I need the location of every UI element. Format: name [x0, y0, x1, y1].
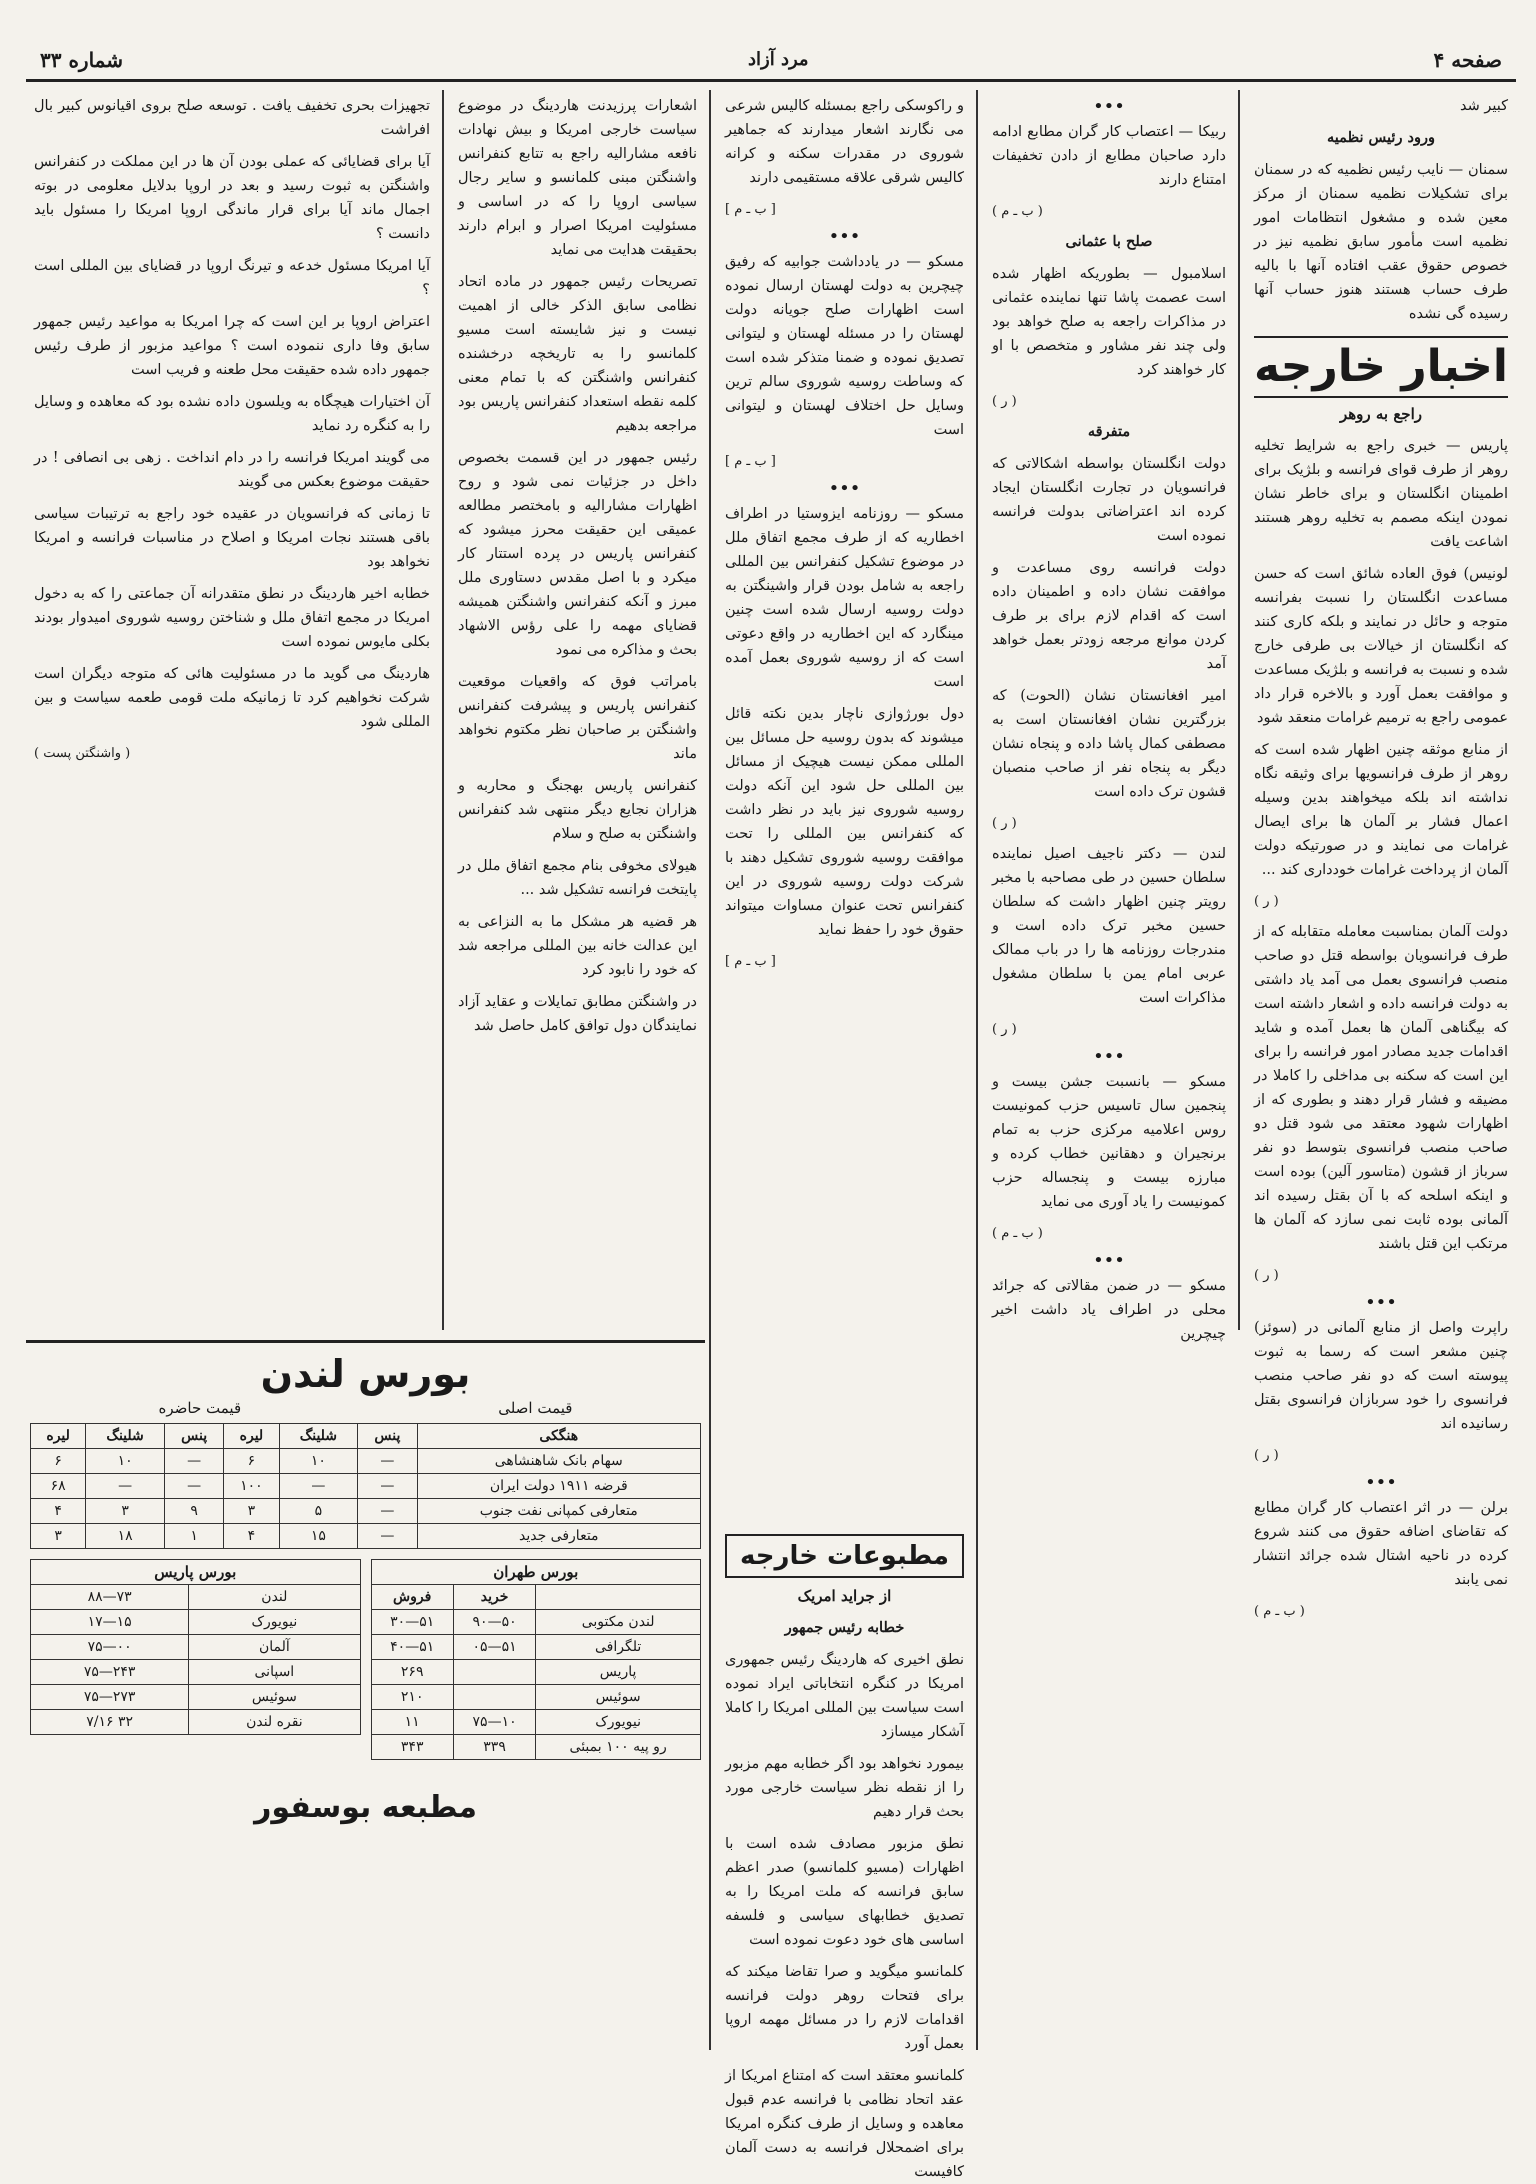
article-text: و راکوسکی راجع بمسئله کالیس شرعی می نگارند اشعار میدارند که جماهیر شوروی در مقدرات سکنه و کرانه کالیس شرقی علاقه مستقیمی دارند — [725, 98, 964, 186]
table-cell: نیویورک — [536, 1710, 701, 1735]
table-cell: ۴ — [224, 1524, 279, 1549]
table-cell: ۱ — [164, 1524, 223, 1549]
signature: ( ر ) — [1254, 1448, 1279, 1463]
table-cell: لندن — [189, 1585, 360, 1610]
table-cell: ۵۱—۴۰ — [371, 1635, 453, 1660]
article-text: آیا امریکا مسئول خدعه و تیرنگ اروپا در قضایای بین المللی است ؟ — [34, 258, 430, 298]
table-cell: — — [358, 1449, 417, 1474]
table-cell — [453, 1685, 535, 1710]
table-row — [31, 1660, 361, 1685]
article-text: خطابه اخیر هاردینگ در نطق متقدرانه آن جماعتی را که به دخول امریکا در مجمع اتفاق ملل و شناختن روسیه شوروی امیدوار بودند بکلی مایوس نموده است — [34, 586, 430, 650]
table-row — [31, 1449, 701, 1474]
table-cell: ۳ — [224, 1499, 279, 1524]
article-text: لونیس) فوق العاده شائق است که حسن مساعدت انگلستان را نسبت بفرانسه متوجه و حائل در نمایند و بلکه کاری کنند که انگلستان از خیالات بی طرفی خارج شده و نسبت به فرانسه و بلژیک مساعدت و موافقت بعمل آورد و بالاخره قرار داد عمومی راجع به ترمیم غرامات منعقد شود — [1254, 566, 1508, 726]
table-cell: ۲۱۰ — [371, 1685, 453, 1710]
original-price-label: قیمت اصلی — [498, 1399, 573, 1417]
article-text: اسلامبول — بطوریکه اظهار شده است عصمت پاشا تنها نماینده عثمانی در مذاکرات راجعه به صلح خواهد بود ولی چند نفر مشاور و متخصص با او کار خواهند کرد — [992, 266, 1226, 378]
table-cell: ۱۵—۱۷ — [31, 1610, 189, 1635]
article-text: کلمانسو معتقد است که امتناع امریکا از عقد اتحاد نظامی با فرانسه عدم قبول معاهده و وسایل از طرف کنگره امریکا برای اضمحلال فرانسه به دست آلمان کافیست — [725, 2068, 964, 2180]
table-cell: نقره لندن — [189, 1710, 360, 1735]
section-subtitle: راجع به روهر — [1339, 405, 1422, 423]
article-text: تجهیزات بحری تخفیف یافت . توسعه صلح بروی اقیانوس کبیر بال افراشت — [34, 98, 430, 138]
article-text: مسکو — در یادداشت جوابیه که رفیق چیچرین به دولت لهستان ارسال نموده است اظهارات صلح جویانه دولت لهستان را در مسئله لهستان و لیتوانی تصدیق نموده و ضمنا متذکر شده است که وساطت روسیه شوروی سالم ترین وسایل حل اختلاف لهستان و لیتوانی است — [725, 254, 964, 438]
column-2 — [984, 90, 1234, 2060]
table-cell: سهام بانک شاهنشاهی — [417, 1449, 700, 1474]
table-row — [371, 1710, 701, 1735]
paper-name: مرد آزاد — [747, 49, 809, 70]
table-cell: سوئیس — [536, 1685, 701, 1710]
bourse-subheads — [30, 1399, 701, 1417]
article-text: دولت آلمان بمناسبت معامله متقابله که از طرف فرانسویان بواسطه قتل دو صاحب منصب فرانسوی بعمل می آمد یاد داشتی به دولت فرانسه داده و اشعار داشته است که بیگناهی آلمان ها بعمل آمده و شاید اقدامات جدید مصادر امور فرانسه را برای این است که سکنه بی مداخلی را کاملا در مضیقه و فشار قرار دهند و بطوری که از اظهارات شهود معتقد می شود قتل دو صاحب منصب فرانسوی بتوسط دو نفر سرباز از قشون (متاسور آلین) بوده است و اینکه اسلحه که با آن بقتل رسیده اند آلمانی بوده ثابت نمی سازد که آلمان ها مرتکب این قتل باشند — [1254, 924, 1508, 1252]
bourse-tehran-title: بورس طهران — [371, 1559, 702, 1584]
table-cell: ۳ — [86, 1499, 165, 1524]
table-cell: ۶ — [31, 1449, 86, 1474]
table-cell: ۵۰—۹۰ — [453, 1610, 535, 1635]
table-cell: سوئیس — [189, 1685, 360, 1710]
separator-dots: ••• — [828, 226, 861, 247]
table-cell: اسپانی — [189, 1660, 360, 1685]
bourse-paris-title: بورس پاریس — [30, 1559, 361, 1584]
table-cell: ۵۱—۰۵ — [453, 1635, 535, 1660]
signature: ( ب ـ م ) — [992, 204, 1043, 219]
signature: ( ر ) — [992, 816, 1017, 831]
article-text: می گویند امریکا فرانسه را در دام انداخت . زهی بی انصافی ! در حقیقت موضوع بعکس می گویند — [34, 450, 430, 490]
separator-dots: ••• — [828, 478, 861, 499]
column-3 — [717, 90, 972, 1520]
article-text: هر قضیه هر مشکل ما به النزاعی به این عدالت خانه بین المللی مراجعه شد که خود را نابود کرد — [458, 914, 697, 978]
table-cell: — — [86, 1474, 165, 1499]
column-rule — [442, 90, 444, 1330]
table-row — [371, 1660, 701, 1685]
article-text: آیا برای قضایائی که عملی بودن آن ها در این مملکت در کنفرانس واشنگتن به ثبوت رسید و بعد در اروپا بدلایل معلومی در بوته اجمال ماند آیا برای قرار ماندگی اروپا امریکا را مسئول باید دانست ؟ — [34, 154, 430, 242]
table-row — [371, 1685, 701, 1710]
signature: [ ب ـ م ] — [725, 954, 776, 969]
table-cell: ۰۰—۷۵ — [31, 1635, 189, 1660]
table-cell: پاریس — [536, 1660, 701, 1685]
table-cell: — — [164, 1449, 223, 1474]
article-text: نطق اخیری که هاردینگ رئیس جمهوری امریکا در کنگره انتخاباتی ایراد نموده است سیاست بین المللی امریکا را کاملا آشکار میسازد — [725, 1652, 964, 1740]
table-cell: ۹ — [164, 1499, 223, 1524]
article-text: امیر افغانستان نشان (الحوت) که بزرگترین نشان افغانستان است به مصطفی کمال پاشا داده و پنجاه نشان دیگر به پنجاه نفر از صاحب منصبان قشون ترک داده است — [992, 688, 1226, 800]
column-1 — [1246, 90, 1516, 2060]
column-rule — [976, 90, 978, 2050]
table-cell: — — [358, 1474, 417, 1499]
bourse-paris-table — [30, 1584, 361, 1735]
signature: ( ب ـ م ) — [1254, 1604, 1305, 1619]
table-row — [31, 1524, 701, 1549]
table-row — [31, 1499, 701, 1524]
article-text: پاریس — خبری راجع به شرایط تخلیه روهر از طرف قوای فرانسه و بلژیک برای اطمینان انگلستان و برای خاطر نشان نمودن اینکه مصمم به تخلیه روهر هستند اشاعت یافت — [1254, 438, 1508, 550]
table-cell: ۱۱ — [371, 1710, 453, 1735]
table-header: پنس — [164, 1424, 223, 1449]
table-header-row — [371, 1585, 701, 1610]
table-cell: لندن مکتوبی — [536, 1610, 701, 1635]
article-text: نطق مزبور مصادف شده است با اظهارات (مسیو کلمانسو) صدر اعظم سابق فرانسه که ملت امریکا را به تصدیق خطابهای سیاسی و فلسفه اساسی های خود دعوت نموده است — [725, 1836, 964, 1948]
table-row — [371, 1635, 701, 1660]
table-header-row — [31, 1424, 701, 1449]
column-rule — [1238, 90, 1240, 1330]
article-text: دولت انگلستان بواسطه اشکالاتی که فرانسویان در تجارت انگلستان ایجاد کرده اند اعتراضاتی بدولت فرانسه نموده است — [992, 456, 1226, 544]
issue-number: شماره ۳۳ — [40, 47, 123, 72]
current-price-label: قیمت حاضره — [158, 1399, 242, 1417]
signature: ( ر ) — [992, 1022, 1017, 1037]
article-text: لندن — دکتر ناجیف اصیل نماینده سلطان حسین در طی مصاحبه با مخبر رویتر چنین اظهار داشت که سلطان حسین مخبر ترک داده است و مندرجات روزنامه ها را در باب ممالک عربی امام یمن با سلطان مشغول مذاکرات است — [992, 846, 1226, 1006]
table-cell: ۳۲ ۷/۱۶ — [31, 1710, 189, 1735]
article-text: دول بورژوازی ناچار بدین نکته قائل میشوند که بدون روسیه حل مسائل بین المللی ممکن نیست هیچیک از مسائل بین المللی حل شود این آنکه دولت روسیه شوروی نیز باید در نظر داشت که کنفرانس بین المللی را تحت موافقت روسیه شوروی تشکیل دهند با شرکت دولت روسیه شوروی در این کنفرانس تحت عنوان مساوات میتواند حقوق خود را حفظ نماید — [725, 706, 964, 938]
table-row — [31, 1635, 361, 1660]
table-cell: ۳ — [31, 1524, 86, 1549]
article-text: سمنان — نایب رئیس نظمیه که در سمنان برای تشکیلات نظمیه سمنان از مرکز معین شده و مشغول انتظامات امور نظمیه است مأمور سابق نظمیه نیز در خصوص حقوق عقب افتاده آنها با بالیه طرف حساب هستند هنوز حساب آنها رسیده گی نشده — [1254, 162, 1508, 322]
table-cell: ۱۰ — [279, 1449, 358, 1474]
table-header: لیره — [224, 1424, 279, 1449]
table-cell: نیویورک — [189, 1610, 360, 1635]
table-row — [371, 1610, 701, 1635]
table-cell: — — [164, 1474, 223, 1499]
separator-dots: ••• — [1093, 96, 1125, 117]
bourse-paris — [30, 1559, 361, 1760]
table-header: شلینگ — [86, 1424, 165, 1449]
table-cell: ۲۷۳—۷۵ — [31, 1685, 189, 1710]
article-text: آن اختیارات هیچگاه به ویلسون داده نشده بود که معاهده و وسایل را به کنگره رد نماید — [34, 394, 430, 434]
table-cell: رو پیه ۱۰۰ بمبئی — [536, 1735, 701, 1760]
table-cell: ۱۵ — [279, 1524, 358, 1549]
table-row — [31, 1710, 361, 1735]
table-header: هنگکی — [417, 1424, 700, 1449]
printer-name: مطبعه بوسفور — [254, 1790, 477, 1825]
headline: کبیر شد — [1459, 98, 1508, 114]
section-subtitle: از جراید امریک — [797, 1587, 892, 1605]
table-cell: — — [358, 1524, 417, 1549]
table-cell: ۱۰—۷۵ — [453, 1710, 535, 1735]
article-text: کلمانسو میگوید و صرا تقاضا میکند که برای فتحات روهر دولت فرانسه اقدامات لازم را در مسائل مهمه اروپا بعمل آورد — [725, 1964, 964, 2052]
article-text: دولت فرانسه روی مساعدت و موافقت نشان داده و اطمینان داده است که اقدام لازم برای بر طرف کردن موانع مرجعه زودتر بعمل خواهد آمد — [992, 560, 1226, 672]
table-header: لیره — [31, 1424, 86, 1449]
bourse-tehran — [371, 1559, 702, 1760]
section-title-foreign-press: مطبوعات خارجه — [725, 1534, 964, 1578]
bourse-london-table — [30, 1423, 701, 1549]
table-cell: ۴ — [31, 1499, 86, 1524]
article-text: تصریحات رئیس جمهور در ماده اتحاد نظامی سابق الذکر خالی از اهمیت نیست و نیز شایسته است مسیو کلمانسو را به تاریخچه درخشنده کنفرانس واشنگتن که با تمام معنی کلمه نقطه استعداد کنفرانس پاریس بود مراجعه بدهیم — [458, 274, 697, 434]
table-cell: ۵۱—۳۰ — [371, 1610, 453, 1635]
article-text: مسکو — روزنامه ایزوستیا در اطراف اخطاریه که از طرف مجمع اتفاق ملل در موضوع تشکیل کنفرانس بین المللی راجعه به شامل بودن قرار واشینگتن به دولت روسیه ارسال شده است چنین مینگارد که این اخطاریه در واقع دعوتی است که از روسیه شوروی بعمل آمده است — [725, 506, 964, 690]
article-text: راپرت واصل از منابع آلمانی در (سوئز) چنین مشعر است که رسما به ثبوت پیوسته است که دو نفر صاحب منصب فرانسوی را خود سربازان فرانسوی بقتل رسانیده اند — [1254, 1320, 1508, 1432]
table-cell: — — [279, 1474, 358, 1499]
table-cell: ۱۰ — [86, 1449, 165, 1474]
article-text: هاردینگ می گوید ما در مسئولیت هائی که متوجه دیگران است شرکت نخواهیم کرد تا زمانیکه ملت قومی طعمه سیاست و بین المللی شود — [34, 666, 430, 730]
section-title-foreign-news: اخبار خارجه — [1254, 336, 1508, 398]
separator-dots: ••• — [1365, 1472, 1397, 1493]
bourse-section — [26, 1340, 705, 1831]
article-text: کنفرانس پاریس بهجنگ و محاربه و هزاران نجایع دیگر منتهی شد کنفرانس واشنگتن به صلح و سلام — [458, 778, 697, 842]
table-header: شلینگ — [279, 1424, 358, 1449]
article-text: در واشنگتن مطابق تمایلات و عقاید آزاد نمایندگان دول توافق کامل حاصل شد — [458, 994, 697, 1034]
table-row — [371, 1735, 701, 1760]
page-number: صفحه ۴ — [1433, 47, 1502, 72]
signature: [ ب ـ م ] — [725, 202, 776, 217]
newspaper-page — [26, 40, 1516, 2180]
table-cell: متعارفی کمپانی نفت جنوب — [417, 1499, 700, 1524]
table-cell: ۲۶۹ — [371, 1660, 453, 1685]
table-cell: ۱۰۰ — [224, 1474, 279, 1499]
page-header — [26, 40, 1516, 82]
table-header: پنس — [358, 1424, 417, 1449]
signature: ( ر ) — [1254, 1268, 1279, 1283]
table-cell: ۲۴۳—۷۵ — [31, 1660, 189, 1685]
table-header: خرید — [453, 1585, 535, 1610]
table-cell: ۳۴۳ — [371, 1735, 453, 1760]
table-cell: آلمان — [189, 1635, 360, 1660]
table-row — [31, 1610, 361, 1635]
column-5 — [26, 90, 438, 1330]
bourse-small-tables — [30, 1559, 701, 1760]
table-header — [536, 1585, 701, 1610]
signature: [ ب ـ م ] — [725, 454, 776, 469]
table-cell: ۶ — [224, 1449, 279, 1474]
table-cell: تلگرافی — [536, 1635, 701, 1660]
bourse-tehran-table — [371, 1584, 702, 1760]
signature: ( واشنگتن پست ) — [34, 746, 131, 761]
table-cell: ۷۳—۸۸ — [31, 1585, 189, 1610]
table-row — [31, 1585, 361, 1610]
table-cell — [453, 1660, 535, 1685]
separator-dots: ••• — [1365, 1292, 1397, 1313]
article-text: رئیس جمهور در این قسمت بخصوص داخل در جزئیات نمی شود و روح اظهارات مشارالیه و بامختصر مطالعه عمیقی این حقیقت محرز میشود که کنفرانس پاریس در پرده استتار کار میکرد و با اصل مقدس دستاوری ملل مبرز و آنکه کنفرانس واشنگتن همیشه قضایای مهمه را علی رؤس الاشهاد بحث و مذاکره می نمود — [458, 450, 697, 658]
table-cell: ۵ — [279, 1499, 358, 1524]
signature: ( ر ) — [992, 394, 1017, 409]
separator-dots: ••• — [1093, 1250, 1125, 1271]
article-text: بامراتب فوق که واقعیات موقعیت کنفرانس پاریس و پیشرفت کنفرانس واشنگتن بر صاحبان نظر مکتوم نخواهد ماند — [458, 674, 697, 762]
article-text: مسکو — در ضمن مقالاتی که جرائد محلی در اطراف یاد داشت اخیر چیچرین — [992, 1278, 1226, 1342]
article-text: مسکو — بانسبت جشن بیست و پنجمین سال تاسیس حزب کمونیست روس اعلامیه مرکزی حزب به تمام برنجیران و دهقانین خطاب کرده و مبارزه بیست و پنجساله حزب کمونیست را یاد آوری می نماید — [992, 1074, 1226, 1210]
table-cell: قرضه ۱۹۱۱ دولت ایران — [417, 1474, 700, 1499]
headline: خطابه رئیس جمهور — [784, 1619, 905, 1636]
signature: ( ب ـ م ) — [992, 1226, 1043, 1241]
article-text: هیولای مخوفی بنام مجمع اتفاق ملل در پایتخت فرانسه تشکیل شد ... — [458, 858, 697, 898]
table-cell: ۱۸ — [86, 1524, 165, 1549]
table-row — [31, 1685, 361, 1710]
table-cell: متعارفی جدید — [417, 1524, 700, 1549]
article-text: از منابع موثقه چنین اظهار شده است که روهر از طرف فرانسویها برای وثیقه نگاه نداشته اند بلکه میخواهند بدین وسیله اعمال فشار بر آلمان ها برای ایصال غرامات می نمایند و در صورتیکه دولت آلمان از پرداخت غرامات خودداری کند ... — [1254, 742, 1508, 878]
article-text: برلن — در اثر اعتصاب کار گران مطابع که تقاضای اضافه حقوق می کنند شروع کرده در ناحیه اشتال شده جرائد انتشار نمی یابند — [1254, 1500, 1508, 1588]
column-4 — [450, 90, 705, 1330]
table-row — [31, 1474, 701, 1499]
article-text: تا زمانی که فرانسویان در عقیده خود راجع به ترتیبات سیاسی باقی هستند نجات امریکا و اصلاح در مناسبات فرانسه و امریکا نخواهد بود — [34, 506, 430, 570]
article-text: بیمورد نخواهد بود اگر خطابه مهم مزبور را از نقطه نظر سیاست خارجی مورد بحث قرار دهیم — [725, 1756, 964, 1820]
headline: صلح با عثمانی — [1065, 233, 1153, 250]
headline: متفرقه — [1087, 423, 1131, 440]
headline: ورود رئیس نظمیه — [1327, 129, 1435, 146]
table-cell: ۳۳۹ — [453, 1735, 535, 1760]
article-text: اعتراض اروپا بر این است که چرا امریکا به مواعید رئیس جمهور سابق وفا داری ننموده است ؟ مواعید مزبور از طرف رئیس جمهور داده شده حقیقت محل طعنه و فریب است — [34, 314, 430, 378]
table-cell: ۶۸ — [31, 1474, 86, 1499]
column-rule — [709, 90, 711, 2050]
signature: ( ر ) — [1254, 894, 1279, 909]
separator-dots: ••• — [1093, 1046, 1125, 1067]
foreign-press-section — [717, 1530, 972, 2180]
table-header: فروش — [371, 1585, 453, 1610]
bourse-london-title: بورس لندن — [260, 1352, 471, 1396]
article-text: اشعارات پرزیدنت هاردینگ در موضوع سیاست خارجی امریکا و بیش نهادات نافعه مشارالیه راجع به تتابع کنفرانس واشنگتن مبنی کلمانسو و سایر رجال سیاسی اروپا را که در اساسی و مسئولیت امریکا اصرار و ابرام دارند بحقیقت هدایت می نماید — [458, 98, 697, 258]
table-cell: — — [358, 1499, 417, 1524]
article-text: ربیکا — اعتصاب کار گران مطابع ادامه دارد صاحبان مطابع از دادن تخفیفات امتناع دارند — [992, 124, 1226, 188]
